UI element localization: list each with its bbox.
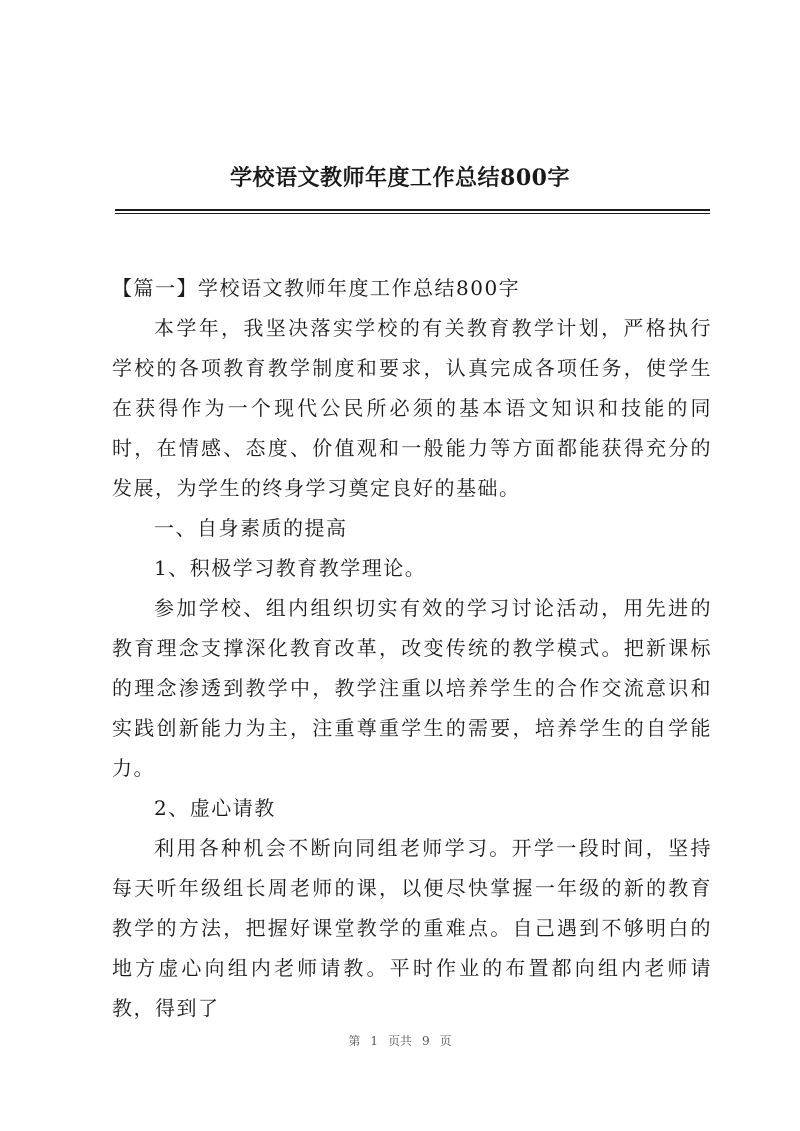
footer-prefix: 第: [348, 1034, 361, 1048]
footer-total-pages: 9: [422, 1034, 430, 1048]
document-title: 学校语文教师年度工作总结800字: [230, 165, 570, 191]
footer-middle: 页共: [387, 1034, 412, 1048]
paragraph-humble-inquiry: 利用各种机会不断向同组老师学习。开学一段时间，坚持每天听年级组长周老师的课，以便尽快掌握一年级的新的教育教学的方法，把握好课堂教学的重难点。自己遇到不够明白的地方虚心向组内老师请教。平时作业的布置都向组内老师请教，得到了: [112, 836, 712, 1020]
paragraph-theory-study: 参加学校、组内组织切实有效的学习讨论活动，用先进的教育理念支撑深化教育改革，改变传统的教学模式。把新课标的理念渗透到教学中，教学注重以培养学生的合作交流意识和实践创新能力为主，注重尊重学生的需要，培养学生的自学能力。: [112, 596, 712, 780]
footer-current-page: 1: [370, 1034, 378, 1048]
paragraph-intro: 本学年，我坚决落实学校的有关教育教学计划，严格执行学校的各项教育教学制度和要求，认真完成各项任务，使学生在获得作为一个现代公民所必须的基本语文知识和技能的同时，在情感、态度、价值观和一般能力等方面都能获得充分的发展，为学生的终身学习奠定良好的基础。: [112, 316, 712, 500]
heading-self-improvement: 一、自身素质的提高: [154, 516, 348, 540]
document-body: [112, 268, 712, 1028]
subheading-humble-inquiry: 2、虚心请教: [154, 796, 276, 820]
title-divider: [115, 209, 710, 214]
footer-suffix: 页: [439, 1034, 452, 1048]
section-heading: 【篇一】学校语文教师年度工作总结800字: [112, 276, 521, 300]
subheading-theory-study: 1、积极学习教育教学理论。: [154, 556, 427, 580]
page-footer: [0, 1032, 800, 1049]
